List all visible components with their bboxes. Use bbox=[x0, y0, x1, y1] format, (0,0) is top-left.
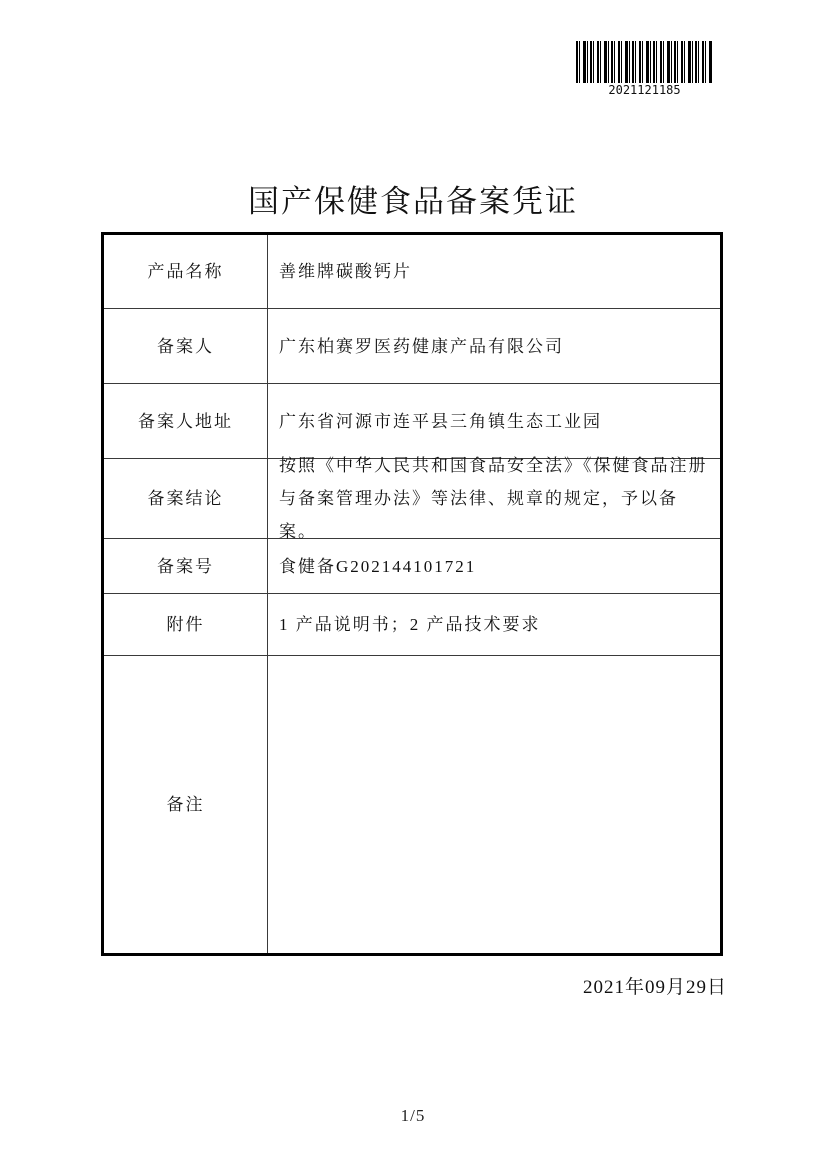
row-label-remarks: 备注 bbox=[104, 656, 268, 953]
document-title: 国产保健食品备案凭证 bbox=[248, 184, 578, 219]
certificate-table bbox=[101, 232, 723, 956]
row-label-registrant: 备案人 bbox=[104, 309, 268, 384]
row-label-attachments: 附件 bbox=[104, 594, 268, 656]
row-label-filing-conclusion: 备案结论 bbox=[104, 459, 268, 539]
row-value-remarks bbox=[268, 656, 720, 953]
row-value-registrant: 广东柏赛罗医药健康产品有限公司 bbox=[268, 309, 720, 384]
row-value-attachments: 1 产品说明书；2 产品技术要求 bbox=[268, 594, 720, 656]
barcode-number: 2021121185 bbox=[608, 83, 681, 97]
barcode-image bbox=[576, 41, 713, 83]
row-label-product-name: 产品名称 bbox=[104, 235, 268, 309]
row-value-filing-number: 食健备G202144101721 bbox=[268, 539, 720, 594]
row-label-filing-number: 备案号 bbox=[104, 539, 268, 594]
row-label-registrant-address: 备案人地址 bbox=[104, 384, 268, 459]
filing-conclusion-line-1: 按照《中华人民共和国食品安全法》《保健食品注册 bbox=[279, 456, 708, 475]
page-number: 1/5 bbox=[400, 1106, 426, 1125]
row-value-registrant-address: 广东省河源市连平县三角镇生态工业园 bbox=[268, 384, 720, 459]
barcode bbox=[576, 41, 713, 97]
row-value-filing-conclusion bbox=[268, 456, 720, 541]
document-date: 2021年09月29日 bbox=[582, 977, 727, 998]
row-value-product-name: 善维牌碳酸钙片 bbox=[268, 235, 720, 309]
filing-conclusion-line-2: 与备案管理办法》等法律、规章的规定，予以备案。 bbox=[279, 489, 678, 541]
